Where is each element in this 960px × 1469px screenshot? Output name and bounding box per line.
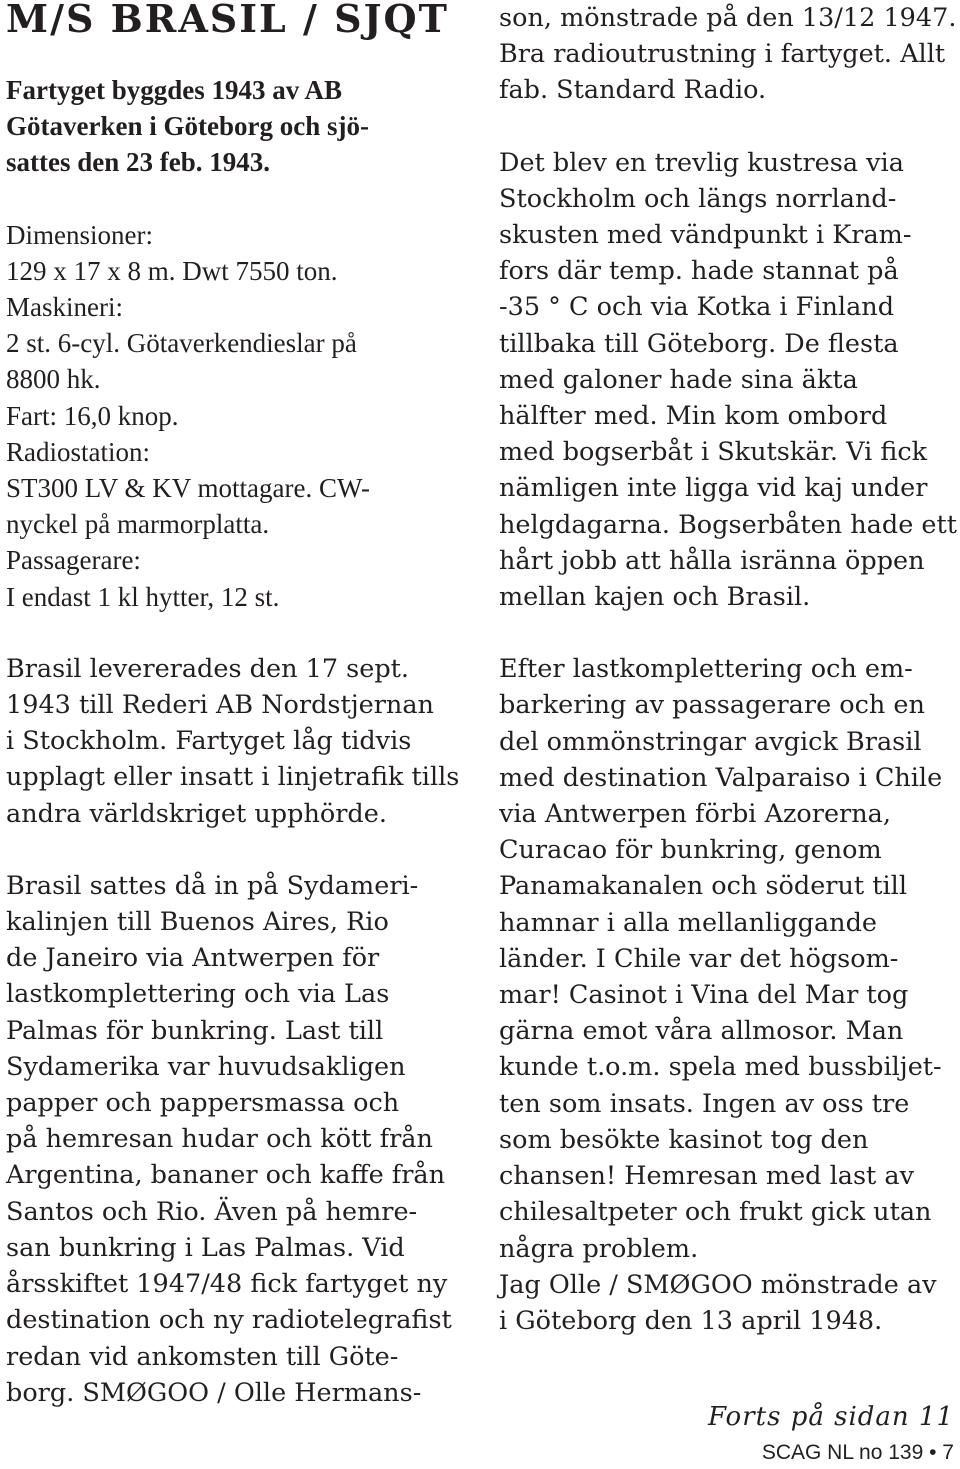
paragraph-continuation [499, 0, 959, 109]
text-line: skusten med vändpunkt i Kram- [499, 220, 912, 251]
text-line: Fart: 16,0 knop. [6, 400, 179, 431]
intro-paragraph [6, 72, 478, 181]
text-line: upplagt eller insatt i linjetrafik tills [6, 762, 460, 793]
text-line: ST300 LV & KV mottagare. CW- [6, 473, 370, 504]
text-line: destination och ny radiotelegrafist [6, 1305, 452, 1336]
text-line: hälfter med. Min kom ombord [499, 401, 888, 432]
article-title: M/S BRASIL / SJQT [6, 0, 449, 41]
text-line: redan vid ankomsten till Göte- [6, 1341, 399, 1372]
text-line: de Janeiro via Antwerpen för [6, 943, 380, 974]
text-line: Sydamerika var huvudsakligen [6, 1051, 406, 1082]
text-line: hamnar i alla mellanliggande [499, 907, 878, 938]
text-line: Brasil levererades den 17 sept. [6, 653, 410, 684]
text-line: papper och pappersmassa och [6, 1088, 400, 1119]
text-line: mellan kajen och Brasil. [499, 582, 811, 613]
text-line: I endast 1 kl hytter, 12 st. [6, 581, 280, 612]
text-line: lastkomplettering och via Las [6, 979, 390, 1010]
text-line: Palmas för bunkring. Last till [6, 1015, 384, 1046]
text-line: några problem. [499, 1233, 699, 1264]
paragraph-south-america [6, 868, 478, 1411]
text-line: Maskineri: [6, 292, 123, 323]
text-line: med galoner hade sina äkta [499, 364, 858, 395]
text-line: årsskiftet 1947/48 fick fartyget ny [6, 1269, 448, 1300]
text-line: san bunkring i Las Palmas. Vid [6, 1232, 405, 1263]
text-line: på hemresan hudar och kött från [6, 1124, 433, 1155]
text-line: nämligen inte ligga vid kaj under [499, 473, 928, 504]
text-line: Brasil sattes då in på Sydameri- [6, 870, 419, 901]
text-line: fab. Standard Radio. [499, 75, 767, 106]
text-line: helgdagarna. Bogserbåten hade ett [499, 509, 957, 540]
text-line: -35 ° C och via Kotka i Finland [499, 292, 895, 323]
text-line: del ommönstringar avgick Brasil [499, 726, 922, 757]
text-line: gärna emot våra allmosor. Man [499, 1016, 904, 1047]
text-line: Santos och Rio. Även på hemre- [6, 1196, 418, 1227]
text-line: 2 st. 6-cyl. Götaverkendieslar på [6, 328, 357, 359]
text-line: sattes den 23 feb. 1943. [6, 147, 270, 178]
text-line: Götaverken i Göteborg och sjö- [6, 111, 369, 142]
text-line: via Antwerpen förbi Azorerna, [499, 799, 891, 830]
specs-list [6, 217, 478, 615]
text-line: son, mönstrade på den 13/12 1947. [499, 3, 957, 33]
text-line: Bra radioutrustning i fartyget. Allt [499, 39, 946, 70]
text-line: nyckel på marmorplatta. [6, 509, 270, 540]
text-line: kalinjen till Buenos Aires, Rio [6, 907, 389, 938]
text-line: i Stockholm. Fartyget låg tidvis [6, 726, 412, 757]
left-column [6, 72, 478, 1411]
text-line: chilesaltpeter och frukt gick utan [499, 1197, 932, 1228]
text-line: borg. SMØGOO / Olle Hermans- [6, 1377, 422, 1408]
text-line: ten som insats. Ingen av oss tre [499, 1088, 910, 1119]
text-line: Argentina, bananer och kaffe från [6, 1160, 446, 1191]
continued-note: Forts på sidan 11 [707, 1402, 954, 1432]
text-line: hårt jobb att hålla isränna öppen [499, 545, 925, 576]
text-line: Stockholm och längs norrland- [499, 183, 897, 214]
text-line: med destination Valparaiso i Chile [499, 762, 943, 793]
text-line: fors där temp. hade stannat på [499, 256, 899, 287]
right-column [499, 0, 959, 1339]
text-line: Radiostation: [6, 436, 150, 467]
text-line: med bogserbåt i Skutskär. Vi fick [499, 437, 928, 468]
paragraph-coastal-trip [499, 145, 959, 616]
text-line: mar! Casinot i Vina del Mar tog [499, 980, 909, 1011]
text-line: 1943 till Rederi AB Nordstjernan [6, 690, 434, 721]
text-line: Efter lastkomplettering och em- [499, 654, 913, 685]
text-line: i Göteborg den 13 april 1948. [499, 1305, 883, 1336]
text-line: Jag Olle / SMØGOO mönstrade av [499, 1269, 937, 1300]
text-line: länder. I Chile var det högsom- [499, 943, 899, 974]
text-line: andra världskriget upphörde. [6, 798, 387, 829]
text-line: 129 x 17 x 8 m. Dwt 7550 ton. [6, 255, 338, 286]
text-line: Fartyget byggdes 1943 av AB [6, 75, 342, 105]
paragraph-delivery [6, 651, 478, 832]
text-line: Dimensioner: [6, 219, 153, 250]
text-line: barkering av passagerare och en [499, 690, 925, 721]
text-line: tillbaka till Göteborg. De flesta [499, 328, 899, 359]
text-line: kunde t.o.m. spela med bussbiljet- [499, 1052, 942, 1083]
text-line: chansen! Hemresan med last av [499, 1161, 914, 1192]
text-line: Passagerare: [6, 545, 141, 576]
text-line: som besökte kasinot tog den [499, 1124, 869, 1155]
page-footer: SCAG NL no 139 • 7 [761, 1441, 954, 1464]
paragraph-chile-voyage [499, 651, 959, 1339]
text-line: Det blev en trevlig kustresa via [499, 147, 904, 178]
text-line: Panamakanalen och söderut till [499, 871, 907, 902]
text-line: Curacao för bunkring, genom [499, 835, 882, 866]
text-line: 8800 hk. [6, 364, 101, 395]
